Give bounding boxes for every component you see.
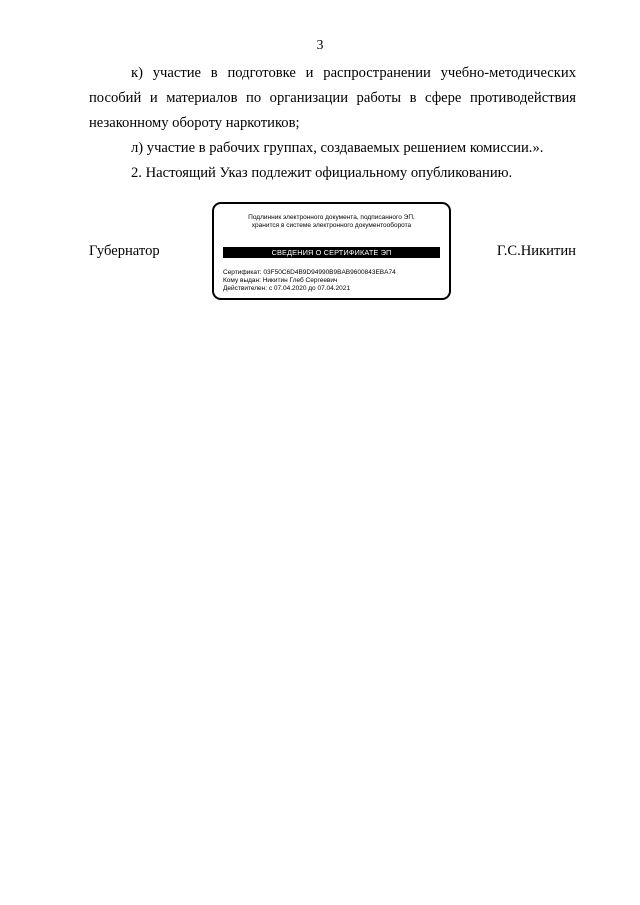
signer-position: Губернатор xyxy=(89,243,160,259)
stamp-note-line-1: Подлинник электронного документа, подписанного ЭП, xyxy=(248,214,415,221)
document-body xyxy=(89,61,576,186)
stamp-header: СВЕДЕНИЯ О СЕРТИФИКАТЕ ЭП xyxy=(223,247,440,258)
page-number: 3 xyxy=(316,38,324,53)
paragraph-item-l: л) участие в рабочих группах, создаваемых решением комиссии.». xyxy=(131,140,544,156)
paragraph-publication: 2. Настоящий Указ подлежит официальному опубликованию. xyxy=(131,165,513,181)
stamp-note xyxy=(218,214,445,230)
signer-name: Г.С.Никитин xyxy=(496,243,576,259)
stamp-certificate: Сертификат: 03F50C6D4B9D94990B9BAB9600843EBA74 xyxy=(223,269,396,276)
signature-block xyxy=(89,202,576,302)
stamp-issued-to: Кому выдан: Никитин Глеб Сергеевич xyxy=(223,277,338,284)
paragraph-item-k: к) участие в подготовке и распространении учебно-методических пособий и материалов по организации работы в сфере противодействия незаконному обороту наркотиков; xyxy=(89,65,576,131)
stamp-validity: Действителен: с 07.04.2020 до 07.04.2021 xyxy=(223,285,351,292)
stamp-details xyxy=(223,269,443,293)
electronic-signature-stamp xyxy=(212,202,451,300)
stamp-note-line-2: хранится в системе электронного документооборота xyxy=(251,222,412,229)
